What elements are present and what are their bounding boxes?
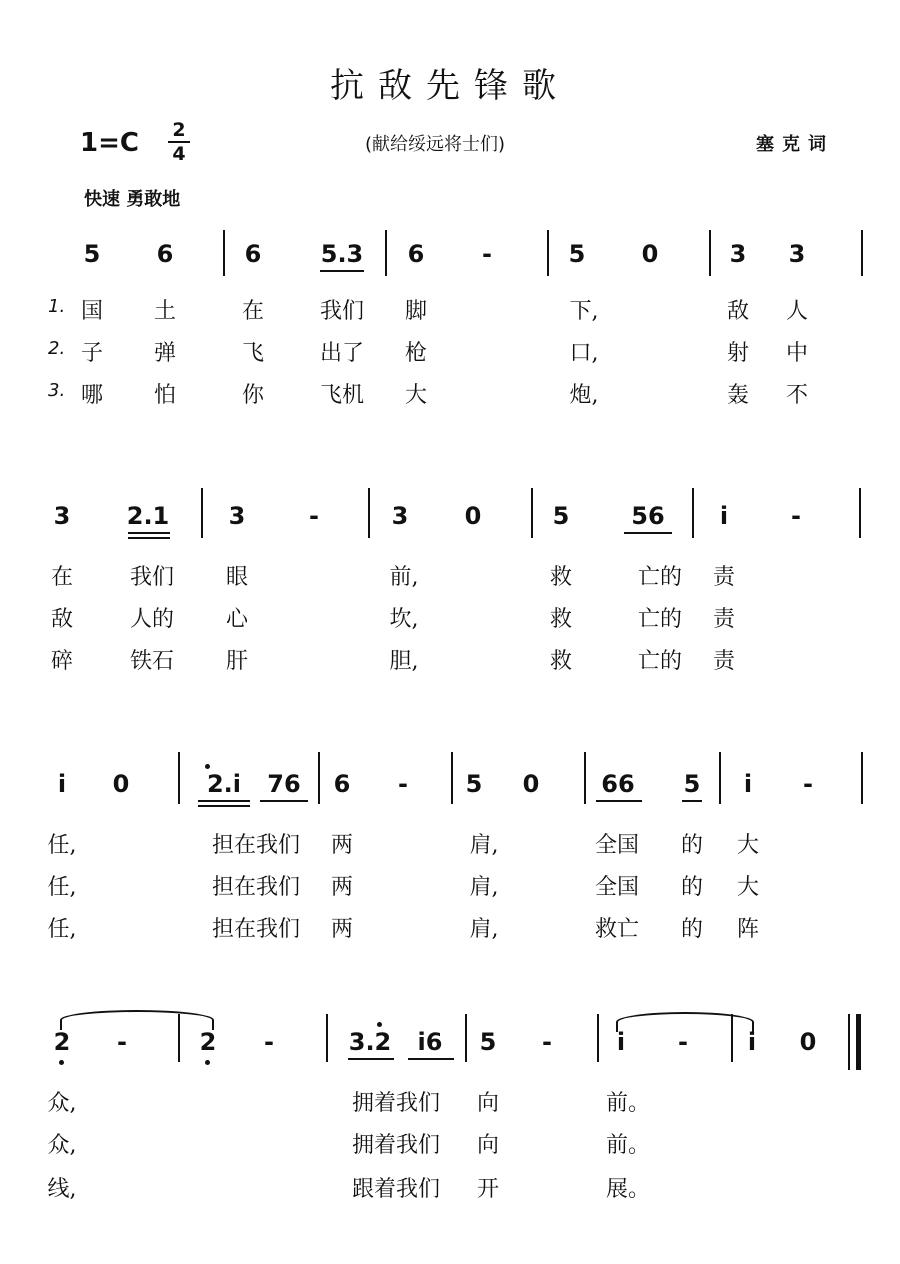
note: 0 [799,1028,817,1056]
lyric: 两 [330,833,354,858]
tie [60,1010,214,1030]
note: 76 [267,770,301,798]
lyric: 心 [225,607,249,632]
note: 0 [641,240,659,268]
lyric: 担在我们 [211,833,301,858]
lyric: 担在我们 [211,875,301,900]
note: 3 [391,502,409,530]
note: 56 [631,502,665,530]
lyric: 在 [241,299,265,324]
lyric: 向 [476,1133,500,1158]
note: 6 [244,240,262,268]
note: 6 [333,770,351,798]
lyric: 阵 [736,917,760,942]
note: 3.2 [348,1028,392,1056]
note: 2 [199,1028,217,1056]
note: - [264,1028,274,1056]
time-signature [168,120,190,164]
note: 0 [464,502,482,530]
lyric: 任, [47,833,77,858]
lyric: 两 [330,917,354,942]
lyric: 出了 [319,341,365,366]
note: - [678,1028,688,1056]
lyric: 前。 [605,1133,651,1158]
note: 2.i [206,770,242,798]
lyric: 开 [476,1177,500,1202]
note: i6 [417,1028,443,1056]
lyric: 肩, [469,875,499,900]
lyric: 亡的 [637,607,683,632]
lyric: 责 [712,607,736,632]
lyric: 敌 [726,299,750,324]
lyric: 大 [736,833,760,858]
note: i [616,1028,626,1056]
note: i [747,1028,757,1056]
lyric: 救亡 [594,917,640,942]
lyric: 怕 [153,383,177,408]
lyric: 大 [404,383,428,408]
time-bottom: 4 [172,143,186,165]
lyric: 铁石 [129,649,175,674]
lyric: 飞机 [319,383,365,408]
note: - [542,1028,552,1056]
song-title: 抗敌先锋歌 [330,66,570,106]
lyric: 线, [47,1177,77,1202]
lyric: 跟着我们 [351,1177,441,1202]
lyric: 拥着我们 [351,1133,441,1158]
lyric: 下, [569,299,599,324]
lyric: 任, [47,917,77,942]
time-top: 2 [172,119,186,141]
note: - [791,502,801,530]
note: 5.3 [320,240,364,268]
lyric: 不 [785,383,809,408]
verse-number: 3. [48,380,66,401]
lyric: 大 [736,875,760,900]
note: i [57,770,67,798]
lyric: 全国 [594,833,640,858]
lyric: 轰 [726,383,750,408]
lyric: 前, [389,565,419,590]
note: 3 [53,502,71,530]
note: 0 [522,770,540,798]
note: - [398,770,408,798]
lyric: 救 [549,565,573,590]
lyric: 展。 [605,1177,651,1202]
lyric: 亡的 [637,565,683,590]
note: 3 [788,240,806,268]
lyric: 向 [476,1091,500,1116]
note: 2 [53,1028,71,1056]
lyric: 两 [330,875,354,900]
note: i [743,770,753,798]
lyric: 任, [47,875,77,900]
lyric: 脚 [404,299,428,324]
lyric: 中 [785,341,809,366]
lyric: 全国 [594,875,640,900]
note: 3 [228,502,246,530]
lyric: 土 [153,299,177,324]
note: 5 [479,1028,497,1056]
lyric: 众, [47,1133,77,1158]
lyric: 众, [47,1091,77,1116]
lyric: 在 [50,565,74,590]
note: 2.1 [126,502,170,530]
lyric: 我们 [319,299,365,324]
verse-number: 2. [48,338,66,359]
lyric: 肩, [469,917,499,942]
lyric: 坎, [389,607,419,632]
lyric: 人 [785,299,809,324]
lyric: 亡的 [637,649,683,674]
note: - [803,770,813,798]
lyric: 的 [680,833,704,858]
lyric: 你 [241,383,265,408]
note: i [719,502,729,530]
lyricist: 塞克词 [756,134,834,155]
tempo-marking: 快速 勇敢地 [84,189,181,210]
lyric: 口, [569,341,599,366]
note: - [309,502,319,530]
lyric: 我们 [129,565,175,590]
lyric: 责 [712,565,736,590]
lyric: 敌 [50,607,74,632]
lyric: 肩, [469,833,499,858]
note: 6 [407,240,425,268]
lyric: 救 [549,607,573,632]
note: 3 [729,240,747,268]
note: 5 [552,502,570,530]
lyric: 国 [80,299,104,324]
lyric: 人的 [129,607,175,632]
note: 5 [83,240,101,268]
lyric: 责 [712,649,736,674]
lyric: 拥着我们 [351,1091,441,1116]
lyric: 碎 [50,649,74,674]
lyric: 枪 [404,341,428,366]
note: 5 [465,770,483,798]
lyric: 子 [80,341,104,366]
note: 66 [601,770,635,798]
note: 0 [112,770,130,798]
lyric: 救 [549,649,573,674]
lyric: 肝 [225,649,249,674]
lyric: 胆, [389,649,419,674]
note: 6 [156,240,174,268]
note: 5 [683,770,701,798]
note: - [482,240,492,268]
dedication: (献给绥远将士们) [365,134,506,155]
lyric: 射 [726,341,750,366]
lyric: 眼 [225,565,249,590]
lyric: 的 [680,875,704,900]
note: - [117,1028,127,1056]
lyric: 的 [680,917,704,942]
lyric: 哪 [80,383,104,408]
lyric: 前。 [605,1091,651,1116]
lyric: 炮, [569,383,599,408]
key-signature: 1=C [80,128,139,158]
lyric: 飞 [241,341,265,366]
lyric: 弹 [153,341,177,366]
lyric: 担在我们 [211,917,301,942]
verse-number: 1. [48,296,66,317]
note: 5 [568,240,586,268]
